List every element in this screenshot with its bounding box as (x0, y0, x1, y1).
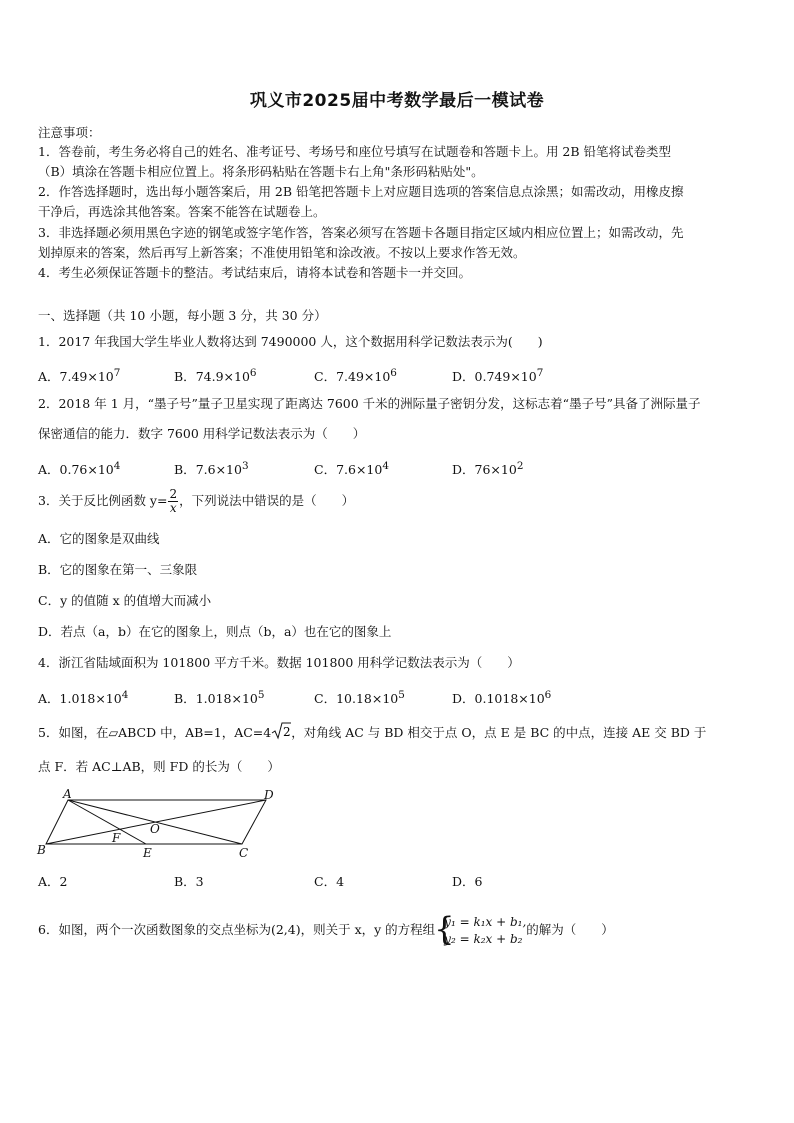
question-3-option-a: A．它的图象是双曲线 (38, 531, 160, 546)
option-b: B．$7.6\times 10^3$ (174, 460, 249, 478)
option-d: D．6 (452, 874, 483, 889)
parallelogram-figure (36, 786, 286, 862)
option-a: A．$7.49\times 10^7$ (38, 367, 121, 385)
option-c: C．$7.6\times 10^4$ (314, 460, 389, 478)
question-5-stem: 5．如图，在▱ABCD 中，AB=1，AC=4 2 ，对角线 AC 与 BD 相交于点 O，点 E 是 BC 的中点，连接 AE 交 BD 于 (38, 722, 758, 745)
page-title: 巩义市2025届中考数学最后一模试卷 (249, 91, 545, 111)
notice-line: 3．非选择题必须用黑色字迹的钢笔或签字笔作答，答案必须写在答题卡各题目指定区域内相应位置上；如需改动，先 (38, 225, 684, 240)
option-d: D．$0.749\times 10^7$ (452, 367, 544, 385)
question-3-option-b: B．它的图象在第一、三象限 (38, 562, 198, 577)
label-o: O (150, 822, 160, 836)
equation-system (434, 909, 527, 948)
question-3-option-d: D．若点（a，b）在它的图象上，则点（b，a）也在它的图象上 (38, 624, 392, 639)
question-3-stem: 3．关于反比例函数 y= $\frac{2}{x}$ ，下列说法中错误的是（ ） (38, 487, 355, 515)
intersection-point: (2,4) (270, 922, 301, 937)
notice-line: 1．答卷前，考生务必将自己的姓名、准考证号、考场号和座位号填写在试题卷和答题卡上。用 2B 铅笔将试卷类型 (38, 144, 672, 159)
question-4-options (38, 686, 758, 707)
sqrt-radicand: 2 (283, 725, 291, 739)
question-2-stem-cont: 保密通信的能力．数字 7600 用科学记数法表示为（ ） (38, 426, 366, 441)
label-f: F (112, 831, 121, 845)
notice-line: 干净后，再选涂其他答案。答案不能答在试题卷上。 (38, 204, 326, 219)
option-a: A．$1.018\times 10^4$ (38, 689, 129, 707)
option-c: C．$7.49\times 10^6$ (314, 367, 397, 385)
question-3-option-c: C．y 的值随 x 的值增大而减小 (38, 593, 212, 608)
question-1-options (38, 364, 758, 385)
question-5-stem-cont: 点 F．若 AC⊥AB，则 FD 的长为（ ） (38, 759, 280, 774)
option-a: A．2 (38, 874, 68, 889)
left-brace: { (434, 909, 455, 948)
notice-heading: 注意事项： (38, 125, 101, 140)
notice-line: 划掉原来的答案，然后再写上新答案；不准使用铅笔和涂改液。不按以上要求作答无效。 (38, 245, 526, 260)
option-d: D．$0.1018\times 10^6$ (452, 689, 552, 707)
equation-1: y₁ = k₁x + b₁, (444, 914, 527, 929)
question-6-stem: 6．如图，两个一次函数图象的交点坐标为(2,4)，则关于 x，y 的方程组 { y₁ = k₁x + b₁, y₂ = k₂x + b₂ 的解为（ ） (38, 909, 614, 948)
option-c: C．$10.18\times 10^5$ (314, 689, 405, 707)
option-b: B．3 (174, 874, 204, 889)
option-b: B．$74.9\times 10^6$ (174, 367, 257, 385)
label-e: E (143, 846, 152, 860)
question-4-stem: 4．浙江省陆域面积为 101800 平方千米。数据 101800 用科学记数法表示为（ ） (38, 655, 520, 670)
option-a: A．$0.76\times 10^4$ (38, 460, 121, 478)
fraction-2-over-x: $\frac{2}{x}$ (169, 487, 178, 515)
notice-line: 4．考生必须保证答题卡的整洁。考试结束后，请将本试卷和答题卡一并交回。 (38, 265, 471, 280)
notice-line: 2．作答选择题时，选出每小题答案后，用 2B 铅笔把答题卡上对应题目选项的答案信息点涂黑；如需改动，用橡皮擦 (38, 184, 684, 199)
question-5-options (38, 873, 758, 891)
label-c: C (239, 846, 249, 860)
option-c: C．4 (314, 874, 345, 889)
label-b: B (37, 843, 46, 857)
notice-line: （B）填涂在答题卡相应位置上。将条形码粘贴在答题卡右上角"条形码粘贴处"。 (38, 164, 484, 179)
question-2-options (38, 457, 758, 478)
question-2-stem: 2．2018 年 1 月，“墨子号”量子卫星实现了距离达 7600 千米的洲际量子密钥分发，这标志着“墨子号”具备了洲际量子 (38, 396, 701, 411)
label-a: A (63, 787, 72, 801)
question-1-stem: 1．2017 年我国大学生毕业人数将达到 7490000 人，这个数据用科学记数法表示为( ) (38, 334, 543, 349)
section-heading: 一、选择题（共 10 小题，每小题 3 分，共 30 分） (38, 308, 327, 323)
equation-2: y₂ = k₂x + b₂ (444, 931, 523, 946)
sqrt-symbol (271, 722, 291, 745)
option-d: D．$76\times 10^2$ (452, 460, 524, 478)
label-d: D (264, 788, 274, 802)
option-b: B．$1.018\times 10^5$ (174, 689, 265, 707)
